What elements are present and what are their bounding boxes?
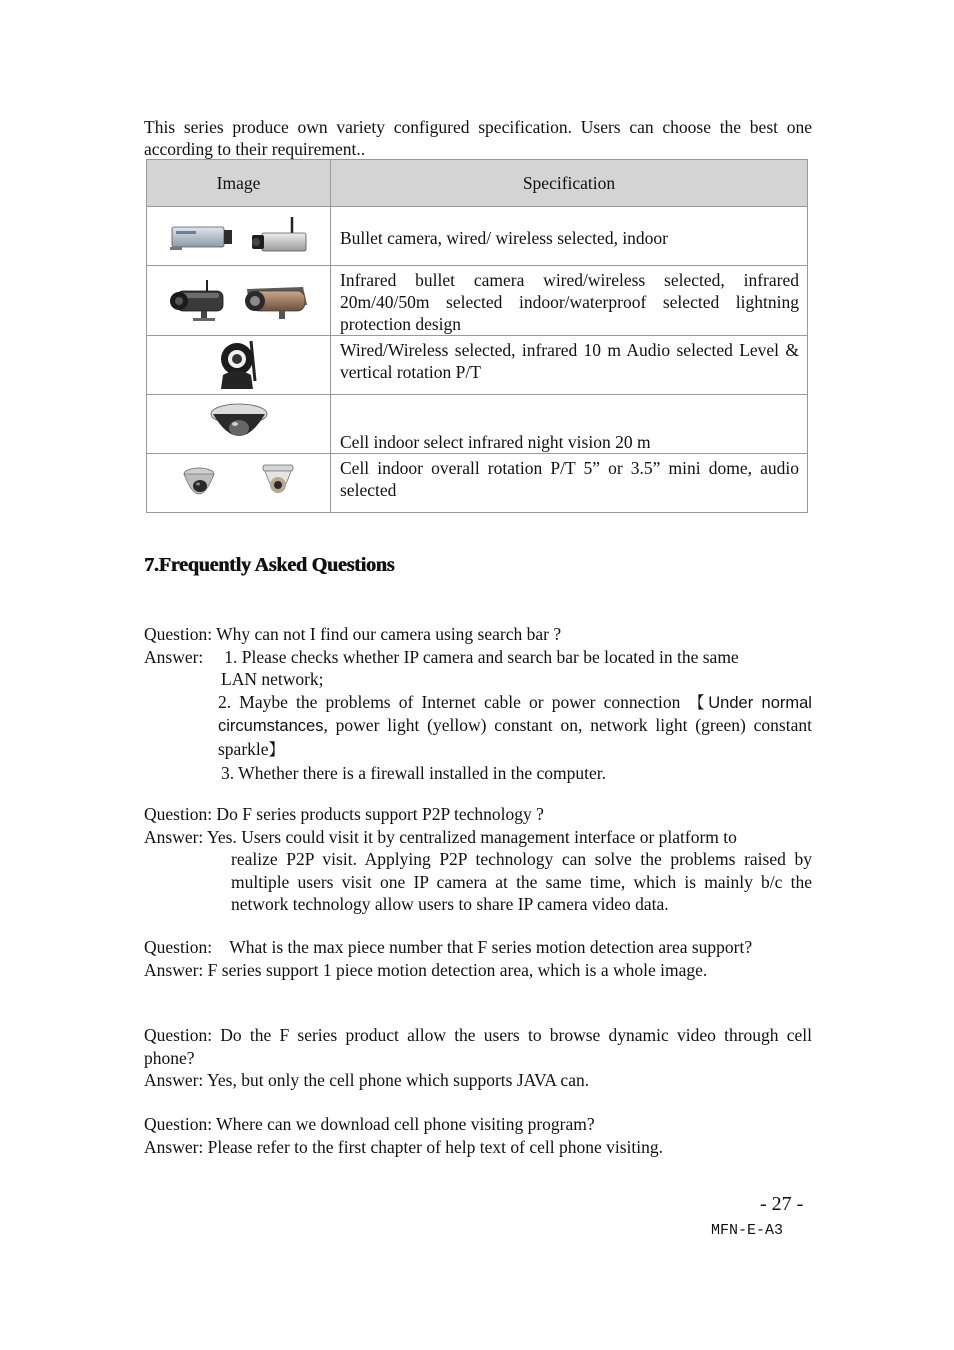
mini-dome-camera-icon — [179, 462, 219, 504]
question: Question: Do F series products support P2P technology ? — [144, 804, 544, 824]
answer-step: 2. Maybe the problems of Internet cable or power connection 【Under normal circumstances, power light (yellow) constant on, network light (green) constant sparkle】 — [218, 691, 812, 759]
product-image-cell — [147, 266, 331, 336]
faq-item-cell-phone-video — [144, 1024, 812, 1092]
spec-table — [146, 159, 808, 513]
mini-dome-camera-icon — [257, 461, 299, 505]
table-row — [147, 207, 808, 266]
infrared-bullet-camera-icon — [167, 279, 227, 323]
product-image-cell — [147, 336, 331, 395]
faq-item-download-program — [144, 1113, 812, 1158]
question: Question: What is the max piece number that F series motion detection area support? — [144, 937, 753, 957]
answer-continuation: realize P2P visit. Applying P2P technology can solve the problems raised by multiple users visit one IP camera at the same time, which is mainly b/c the network technology allow users to share IP camera video data. — [231, 849, 812, 914]
faq-item-motion-detection — [144, 936, 812, 981]
answer-line: Answer: Yes, but only the cell phone which supports JAVA can. — [144, 1070, 590, 1090]
answer-line: Answer: Yes. Users could visit it by centralized management interface or platform to — [144, 826, 737, 847]
page-number: - 27 - — [760, 1193, 804, 1215]
answer-label: Answer: — [144, 646, 204, 667]
bullet-camera-antenna-icon — [248, 215, 310, 257]
spec-text: Infrared bullet camera wired/wireless selected, infrared 20m/40/50m selected indoor/waterproof selected lightning protection design — [331, 266, 808, 336]
header-specification: Specification — [331, 160, 808, 207]
dome-camera-icon — [209, 398, 269, 450]
answer-line: Answer: Please refer to the first chapter of help text of cell phone visiting. — [144, 1136, 664, 1157]
infrared-bullet-camera-icon — [241, 279, 311, 323]
faq-item-p2p — [144, 803, 812, 916]
section-title: 7.Frequently Asked Questions — [144, 554, 395, 576]
question: Question: Do the F series product allow the users to browse dynamic video through cell phone? — [144, 1025, 812, 1068]
answer-line — [144, 646, 812, 669]
table-row — [147, 266, 808, 336]
answer-continuation: LAN network; — [221, 669, 324, 689]
bullet-camera-icon — [168, 221, 234, 251]
header-image: Image — [147, 160, 331, 207]
spec-text: Wired/Wireless selected, infrared 10 m Audio selected Level & vertical rotation P/T — [331, 336, 808, 395]
table-row — [147, 454, 808, 513]
table-row — [147, 336, 808, 395]
answer-step: 3. Whether there is a firewall installed in the computer. — [221, 763, 607, 783]
product-image-cell — [147, 454, 331, 513]
question: Question: Where can we download cell phone visiting program? — [144, 1114, 595, 1134]
answer-step: 1. Please checks whether IP camera and search bar be located in the same — [224, 646, 739, 667]
document-code: MFN-E-A3 — [711, 1222, 784, 1239]
pan-tilt-camera-icon — [215, 337, 263, 393]
spec-text: Bullet camera, wired/ wireless selected, indoor — [331, 207, 808, 266]
question: Question: Why can not I find our camera using search bar ? — [144, 624, 562, 644]
answer-line: Answer: F series support 1 piece motion detection area, which is a whole image. — [144, 959, 708, 980]
intro-paragraph: This series produce own variety configured specification. Users can choose the best one according to their requirement.. — [144, 117, 812, 159]
spec-text: Cell indoor overall rotation P/T 5” or 3.5” mini dome, audio selected — [331, 454, 808, 513]
spec-text: Cell indoor select infrared night vision 20 m — [331, 395, 808, 454]
table-row — [147, 395, 808, 454]
product-image-cell — [147, 207, 331, 266]
product-image-cell — [147, 395, 331, 454]
spec-table-header-row — [147, 160, 808, 207]
faq-item-search-bar — [144, 623, 812, 785]
